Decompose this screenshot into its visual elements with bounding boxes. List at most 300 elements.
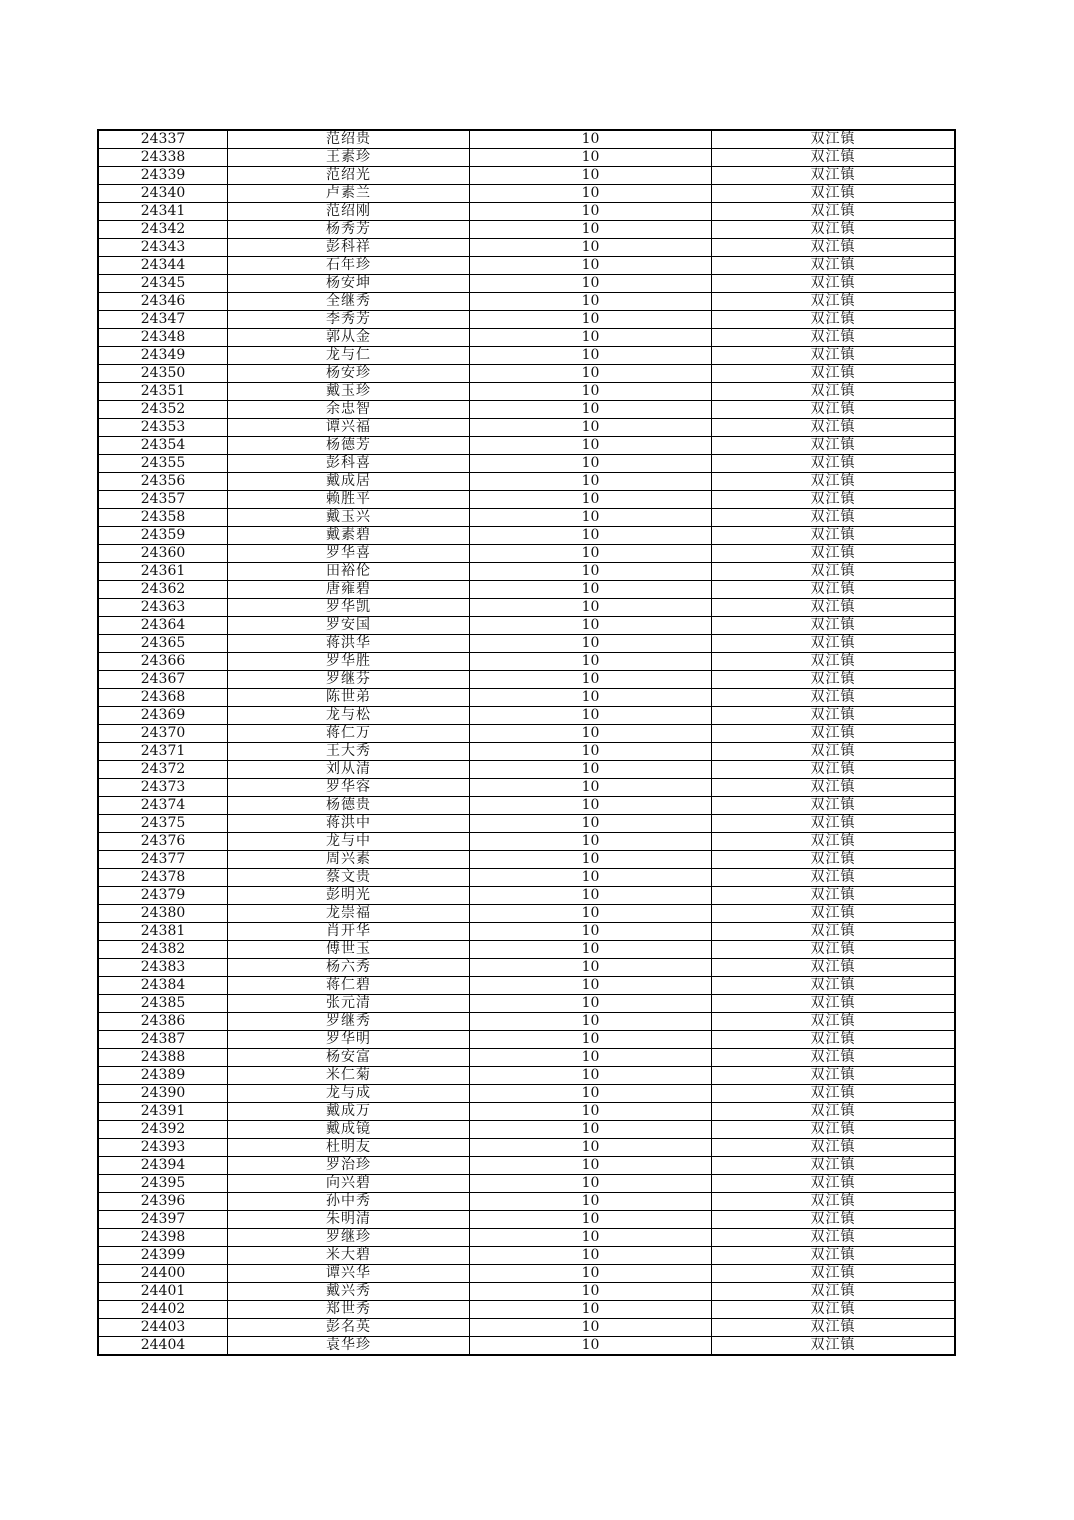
amount-cell: 10 bbox=[470, 905, 712, 923]
name-cell: 杨安坤 bbox=[228, 275, 470, 293]
table-row bbox=[98, 887, 955, 905]
table-row bbox=[98, 149, 955, 167]
town-cell: 双江镇 bbox=[712, 869, 956, 887]
name-cell: 罗继珍 bbox=[228, 1229, 470, 1247]
row-number-cell: 24346 bbox=[98, 293, 228, 311]
table-row bbox=[98, 293, 955, 311]
row-number-cell: 24339 bbox=[98, 167, 228, 185]
row-number-cell: 24382 bbox=[98, 941, 228, 959]
row-number-cell: 24377 bbox=[98, 851, 228, 869]
name-cell: 陈世弟 bbox=[228, 689, 470, 707]
amount-cell: 10 bbox=[470, 761, 712, 779]
amount-cell: 10 bbox=[470, 1229, 712, 1247]
town-cell: 双江镇 bbox=[712, 293, 956, 311]
table-row bbox=[98, 1211, 955, 1229]
row-number-cell: 24398 bbox=[98, 1229, 228, 1247]
row-number-cell: 24355 bbox=[98, 455, 228, 473]
amount-cell: 10 bbox=[470, 599, 712, 617]
amount-cell: 10 bbox=[470, 437, 712, 455]
name-cell: 孙中秀 bbox=[228, 1193, 470, 1211]
name-cell: 周兴素 bbox=[228, 851, 470, 869]
town-cell: 双江镇 bbox=[712, 275, 956, 293]
town-cell: 双江镇 bbox=[712, 1337, 956, 1356]
row-number-cell: 24338 bbox=[98, 149, 228, 167]
name-cell: 米大碧 bbox=[228, 1247, 470, 1265]
table-row bbox=[98, 923, 955, 941]
row-number-cell: 24353 bbox=[98, 419, 228, 437]
row-number-cell: 24387 bbox=[98, 1031, 228, 1049]
table-row bbox=[98, 257, 955, 275]
amount-cell: 10 bbox=[470, 130, 712, 149]
amount-cell: 10 bbox=[470, 1301, 712, 1319]
town-cell: 双江镇 bbox=[712, 1157, 956, 1175]
table-row bbox=[98, 779, 955, 797]
table-row bbox=[98, 527, 955, 545]
name-cell: 龙与仁 bbox=[228, 347, 470, 365]
name-cell: 罗华胜 bbox=[228, 653, 470, 671]
row-number-cell: 24362 bbox=[98, 581, 228, 599]
name-cell: 蒋仁碧 bbox=[228, 977, 470, 995]
table-row bbox=[98, 833, 955, 851]
table-row bbox=[98, 617, 955, 635]
town-cell: 双江镇 bbox=[712, 995, 956, 1013]
name-cell: 郑世秀 bbox=[228, 1301, 470, 1319]
town-cell: 双江镇 bbox=[712, 1139, 956, 1157]
table-row bbox=[98, 671, 955, 689]
town-cell: 双江镇 bbox=[712, 1085, 956, 1103]
table-row bbox=[98, 221, 955, 239]
row-number-cell: 24392 bbox=[98, 1121, 228, 1139]
row-number-cell: 24371 bbox=[98, 743, 228, 761]
table-row bbox=[98, 130, 955, 149]
amount-cell: 10 bbox=[470, 617, 712, 635]
name-cell: 王大秀 bbox=[228, 743, 470, 761]
table-row bbox=[98, 1031, 955, 1049]
amount-cell: 10 bbox=[470, 167, 712, 185]
amount-cell: 10 bbox=[470, 833, 712, 851]
amount-cell: 10 bbox=[470, 1085, 712, 1103]
row-number-cell: 24345 bbox=[98, 275, 228, 293]
town-cell: 双江镇 bbox=[712, 311, 956, 329]
row-number-cell: 24354 bbox=[98, 437, 228, 455]
town-cell: 双江镇 bbox=[712, 635, 956, 653]
row-number-cell: 24370 bbox=[98, 725, 228, 743]
row-number-cell: 24373 bbox=[98, 779, 228, 797]
town-cell: 双江镇 bbox=[712, 599, 956, 617]
row-number-cell: 24404 bbox=[98, 1337, 228, 1356]
town-cell: 双江镇 bbox=[712, 347, 956, 365]
amount-cell: 10 bbox=[470, 689, 712, 707]
amount-cell: 10 bbox=[470, 977, 712, 995]
name-cell: 杨安富 bbox=[228, 1049, 470, 1067]
table-row bbox=[98, 383, 955, 401]
name-cell: 罗华喜 bbox=[228, 545, 470, 563]
name-cell: 戴玉兴 bbox=[228, 509, 470, 527]
amount-cell: 10 bbox=[470, 1247, 712, 1265]
amount-cell: 10 bbox=[470, 329, 712, 347]
row-number-cell: 24363 bbox=[98, 599, 228, 617]
table-row bbox=[98, 563, 955, 581]
row-number-cell: 24343 bbox=[98, 239, 228, 257]
amount-cell: 10 bbox=[470, 1211, 712, 1229]
name-cell: 赖胜平 bbox=[228, 491, 470, 509]
table-row bbox=[98, 851, 955, 869]
name-cell: 朱明清 bbox=[228, 1211, 470, 1229]
amount-cell: 10 bbox=[470, 527, 712, 545]
row-number-cell: 24393 bbox=[98, 1139, 228, 1157]
name-cell: 米仁菊 bbox=[228, 1067, 470, 1085]
name-cell: 彭名英 bbox=[228, 1319, 470, 1337]
name-cell: 罗继秀 bbox=[228, 1013, 470, 1031]
amount-cell: 10 bbox=[470, 707, 712, 725]
name-cell: 杜明友 bbox=[228, 1139, 470, 1157]
town-cell: 双江镇 bbox=[712, 1247, 956, 1265]
row-number-cell: 24347 bbox=[98, 311, 228, 329]
row-number-cell: 24376 bbox=[98, 833, 228, 851]
town-cell: 双江镇 bbox=[712, 887, 956, 905]
row-number-cell: 24384 bbox=[98, 977, 228, 995]
town-cell: 双江镇 bbox=[712, 617, 956, 635]
table-row bbox=[98, 1175, 955, 1193]
town-cell: 双江镇 bbox=[712, 221, 956, 239]
table-row bbox=[98, 1301, 955, 1319]
town-cell: 双江镇 bbox=[712, 851, 956, 869]
amount-cell: 10 bbox=[470, 293, 712, 311]
table-row bbox=[98, 995, 955, 1013]
row-number-cell: 24367 bbox=[98, 671, 228, 689]
name-cell: 杨秀芳 bbox=[228, 221, 470, 239]
amount-cell: 10 bbox=[470, 347, 712, 365]
town-cell: 双江镇 bbox=[712, 1229, 956, 1247]
row-number-cell: 24365 bbox=[98, 635, 228, 653]
town-cell: 双江镇 bbox=[712, 1103, 956, 1121]
name-cell: 肖开华 bbox=[228, 923, 470, 941]
table-row bbox=[98, 203, 955, 221]
row-number-cell: 24344 bbox=[98, 257, 228, 275]
table-row bbox=[98, 599, 955, 617]
town-cell: 双江镇 bbox=[712, 473, 956, 491]
table-row bbox=[98, 1265, 955, 1283]
table-row bbox=[98, 905, 955, 923]
name-cell: 卢素兰 bbox=[228, 185, 470, 203]
name-cell: 石年珍 bbox=[228, 257, 470, 275]
name-cell: 谭兴华 bbox=[228, 1265, 470, 1283]
town-cell: 双江镇 bbox=[712, 401, 956, 419]
name-cell: 张元清 bbox=[228, 995, 470, 1013]
town-cell: 双江镇 bbox=[712, 653, 956, 671]
table-row bbox=[98, 725, 955, 743]
amount-cell: 10 bbox=[470, 545, 712, 563]
table-row bbox=[98, 653, 955, 671]
town-cell: 双江镇 bbox=[712, 689, 956, 707]
name-cell: 蔡文贵 bbox=[228, 869, 470, 887]
town-cell: 双江镇 bbox=[712, 1031, 956, 1049]
row-number-cell: 24388 bbox=[98, 1049, 228, 1067]
name-cell: 罗华容 bbox=[228, 779, 470, 797]
amount-cell: 10 bbox=[470, 1067, 712, 1085]
row-number-cell: 24381 bbox=[98, 923, 228, 941]
row-number-cell: 24366 bbox=[98, 653, 228, 671]
amount-cell: 10 bbox=[470, 923, 712, 941]
amount-cell: 10 bbox=[470, 725, 712, 743]
name-cell: 余忠智 bbox=[228, 401, 470, 419]
name-cell: 戴兴秀 bbox=[228, 1283, 470, 1301]
table-row bbox=[98, 761, 955, 779]
town-cell: 双江镇 bbox=[712, 149, 956, 167]
amount-cell: 10 bbox=[470, 869, 712, 887]
town-cell: 双江镇 bbox=[712, 455, 956, 473]
amount-cell: 10 bbox=[470, 1157, 712, 1175]
name-cell: 范绍贵 bbox=[228, 130, 470, 149]
name-cell: 罗继芬 bbox=[228, 671, 470, 689]
row-number-cell: 24342 bbox=[98, 221, 228, 239]
name-cell: 戴成居 bbox=[228, 473, 470, 491]
table-row bbox=[98, 401, 955, 419]
town-cell: 双江镇 bbox=[712, 1175, 956, 1193]
town-cell: 双江镇 bbox=[712, 1049, 956, 1067]
town-cell: 双江镇 bbox=[712, 1283, 956, 1301]
table-row bbox=[98, 1085, 955, 1103]
amount-cell: 10 bbox=[470, 257, 712, 275]
table-row bbox=[98, 365, 955, 383]
amount-cell: 10 bbox=[470, 1175, 712, 1193]
name-cell: 范绍刚 bbox=[228, 203, 470, 221]
amount-cell: 10 bbox=[470, 1013, 712, 1031]
amount-cell: 10 bbox=[470, 779, 712, 797]
table-row bbox=[98, 347, 955, 365]
amount-cell: 10 bbox=[470, 797, 712, 815]
name-cell: 龙与松 bbox=[228, 707, 470, 725]
name-cell: 戴玉珍 bbox=[228, 383, 470, 401]
name-cell: 王素珍 bbox=[228, 149, 470, 167]
amount-cell: 10 bbox=[470, 959, 712, 977]
name-cell: 戴成万 bbox=[228, 1103, 470, 1121]
name-cell: 杨德贵 bbox=[228, 797, 470, 815]
table-row bbox=[98, 545, 955, 563]
town-cell: 双江镇 bbox=[712, 1211, 956, 1229]
row-number-cell: 24400 bbox=[98, 1265, 228, 1283]
table-row bbox=[98, 311, 955, 329]
town-cell: 双江镇 bbox=[712, 977, 956, 995]
name-cell: 田裕伦 bbox=[228, 563, 470, 581]
row-number-cell: 24372 bbox=[98, 761, 228, 779]
town-cell: 双江镇 bbox=[712, 581, 956, 599]
row-number-cell: 24359 bbox=[98, 527, 228, 545]
row-number-cell: 24360 bbox=[98, 545, 228, 563]
town-cell: 双江镇 bbox=[712, 1319, 956, 1337]
row-number-cell: 24356 bbox=[98, 473, 228, 491]
town-cell: 双江镇 bbox=[712, 779, 956, 797]
amount-cell: 10 bbox=[470, 563, 712, 581]
amount-cell: 10 bbox=[470, 149, 712, 167]
table-row bbox=[98, 275, 955, 293]
row-number-cell: 24380 bbox=[98, 905, 228, 923]
row-number-cell: 24341 bbox=[98, 203, 228, 221]
town-cell: 双江镇 bbox=[712, 509, 956, 527]
table-row bbox=[98, 167, 955, 185]
table-row bbox=[98, 419, 955, 437]
table-row bbox=[98, 1103, 955, 1121]
town-cell: 双江镇 bbox=[712, 905, 956, 923]
town-cell: 双江镇 bbox=[712, 437, 956, 455]
name-cell: 唐雍碧 bbox=[228, 581, 470, 599]
table-row bbox=[98, 797, 955, 815]
town-cell: 双江镇 bbox=[712, 959, 956, 977]
town-cell: 双江镇 bbox=[712, 167, 956, 185]
town-cell: 双江镇 bbox=[712, 1193, 956, 1211]
row-number-cell: 24379 bbox=[98, 887, 228, 905]
amount-cell: 10 bbox=[470, 1265, 712, 1283]
table-row bbox=[98, 185, 955, 203]
town-cell: 双江镇 bbox=[712, 671, 956, 689]
name-cell: 龙崇福 bbox=[228, 905, 470, 923]
amount-cell: 10 bbox=[470, 491, 712, 509]
row-number-cell: 24349 bbox=[98, 347, 228, 365]
table-row bbox=[98, 509, 955, 527]
amount-cell: 10 bbox=[470, 1031, 712, 1049]
name-cell: 罗安国 bbox=[228, 617, 470, 635]
table-row bbox=[98, 743, 955, 761]
table-row bbox=[98, 1013, 955, 1031]
table-row bbox=[98, 1049, 955, 1067]
town-cell: 双江镇 bbox=[712, 761, 956, 779]
town-cell: 双江镇 bbox=[712, 707, 956, 725]
name-cell: 刘从清 bbox=[228, 761, 470, 779]
town-cell: 双江镇 bbox=[712, 1013, 956, 1031]
table-row bbox=[98, 941, 955, 959]
amount-cell: 10 bbox=[470, 311, 712, 329]
town-cell: 双江镇 bbox=[712, 239, 956, 257]
table-row bbox=[98, 815, 955, 833]
name-cell: 龙与中 bbox=[228, 833, 470, 851]
row-number-cell: 24399 bbox=[98, 1247, 228, 1265]
row-number-cell: 24397 bbox=[98, 1211, 228, 1229]
amount-cell: 10 bbox=[470, 851, 712, 869]
name-cell: 戴成镜 bbox=[228, 1121, 470, 1139]
name-cell: 彭明光 bbox=[228, 887, 470, 905]
town-cell: 双江镇 bbox=[712, 1121, 956, 1139]
table-row bbox=[98, 977, 955, 995]
name-cell: 袁华珍 bbox=[228, 1337, 470, 1356]
table-row bbox=[98, 1319, 955, 1337]
name-cell: 蒋洪华 bbox=[228, 635, 470, 653]
amount-cell: 10 bbox=[470, 1319, 712, 1337]
amount-cell: 10 bbox=[470, 275, 712, 293]
data-table bbox=[97, 129, 956, 1356]
name-cell: 范绍光 bbox=[228, 167, 470, 185]
amount-cell: 10 bbox=[470, 1337, 712, 1356]
town-cell: 双江镇 bbox=[712, 1301, 956, 1319]
town-cell: 双江镇 bbox=[712, 491, 956, 509]
table-row bbox=[98, 329, 955, 347]
town-cell: 双江镇 bbox=[712, 1265, 956, 1283]
table-row bbox=[98, 1337, 955, 1356]
amount-cell: 10 bbox=[470, 473, 712, 491]
amount-cell: 10 bbox=[470, 671, 712, 689]
table-row bbox=[98, 707, 955, 725]
amount-cell: 10 bbox=[470, 1283, 712, 1301]
name-cell: 傅世玉 bbox=[228, 941, 470, 959]
amount-cell: 10 bbox=[470, 509, 712, 527]
table-row bbox=[98, 239, 955, 257]
amount-cell: 10 bbox=[470, 635, 712, 653]
name-cell: 彭科祥 bbox=[228, 239, 470, 257]
row-number-cell: 24403 bbox=[98, 1319, 228, 1337]
amount-cell: 10 bbox=[470, 239, 712, 257]
town-cell: 双江镇 bbox=[712, 130, 956, 149]
row-number-cell: 24357 bbox=[98, 491, 228, 509]
table-row bbox=[98, 473, 955, 491]
name-cell: 杨六秀 bbox=[228, 959, 470, 977]
row-number-cell: 24374 bbox=[98, 797, 228, 815]
name-cell: 罗华凯 bbox=[228, 599, 470, 617]
amount-cell: 10 bbox=[470, 581, 712, 599]
table-row bbox=[98, 1193, 955, 1211]
row-number-cell: 24352 bbox=[98, 401, 228, 419]
amount-cell: 10 bbox=[470, 1139, 712, 1157]
name-cell: 向兴碧 bbox=[228, 1175, 470, 1193]
row-number-cell: 24385 bbox=[98, 995, 228, 1013]
row-number-cell: 24401 bbox=[98, 1283, 228, 1301]
amount-cell: 10 bbox=[470, 419, 712, 437]
amount-cell: 10 bbox=[470, 365, 712, 383]
amount-cell: 10 bbox=[470, 185, 712, 203]
name-cell: 蒋洪中 bbox=[228, 815, 470, 833]
row-number-cell: 24402 bbox=[98, 1301, 228, 1319]
table-row bbox=[98, 959, 955, 977]
table-row bbox=[98, 635, 955, 653]
name-cell: 杨德芳 bbox=[228, 437, 470, 455]
town-cell: 双江镇 bbox=[712, 797, 956, 815]
name-cell: 戴素碧 bbox=[228, 527, 470, 545]
amount-cell: 10 bbox=[470, 1103, 712, 1121]
town-cell: 双江镇 bbox=[712, 563, 956, 581]
amount-cell: 10 bbox=[470, 653, 712, 671]
table-row bbox=[98, 581, 955, 599]
town-cell: 双江镇 bbox=[712, 203, 956, 221]
town-cell: 双江镇 bbox=[712, 815, 956, 833]
town-cell: 双江镇 bbox=[712, 545, 956, 563]
table-row bbox=[98, 437, 955, 455]
name-cell: 龙与成 bbox=[228, 1085, 470, 1103]
name-cell: 全继秀 bbox=[228, 293, 470, 311]
name-cell: 罗治珍 bbox=[228, 1157, 470, 1175]
table-row bbox=[98, 869, 955, 887]
table-row bbox=[98, 1121, 955, 1139]
amount-cell: 10 bbox=[470, 455, 712, 473]
name-cell: 谭兴福 bbox=[228, 419, 470, 437]
town-cell: 双江镇 bbox=[712, 383, 956, 401]
amount-cell: 10 bbox=[470, 383, 712, 401]
name-cell: 蒋仁万 bbox=[228, 725, 470, 743]
amount-cell: 10 bbox=[470, 401, 712, 419]
row-number-cell: 24337 bbox=[98, 130, 228, 149]
amount-cell: 10 bbox=[470, 815, 712, 833]
town-cell: 双江镇 bbox=[712, 725, 956, 743]
name-cell: 李秀芳 bbox=[228, 311, 470, 329]
name-cell: 彭科喜 bbox=[228, 455, 470, 473]
row-number-cell: 24348 bbox=[98, 329, 228, 347]
amount-cell: 10 bbox=[470, 1049, 712, 1067]
table-row bbox=[98, 689, 955, 707]
amount-cell: 10 bbox=[470, 1193, 712, 1211]
town-cell: 双江镇 bbox=[712, 419, 956, 437]
table-row bbox=[98, 1229, 955, 1247]
town-cell: 双江镇 bbox=[712, 833, 956, 851]
amount-cell: 10 bbox=[470, 203, 712, 221]
row-number-cell: 24369 bbox=[98, 707, 228, 725]
town-cell: 双江镇 bbox=[712, 941, 956, 959]
